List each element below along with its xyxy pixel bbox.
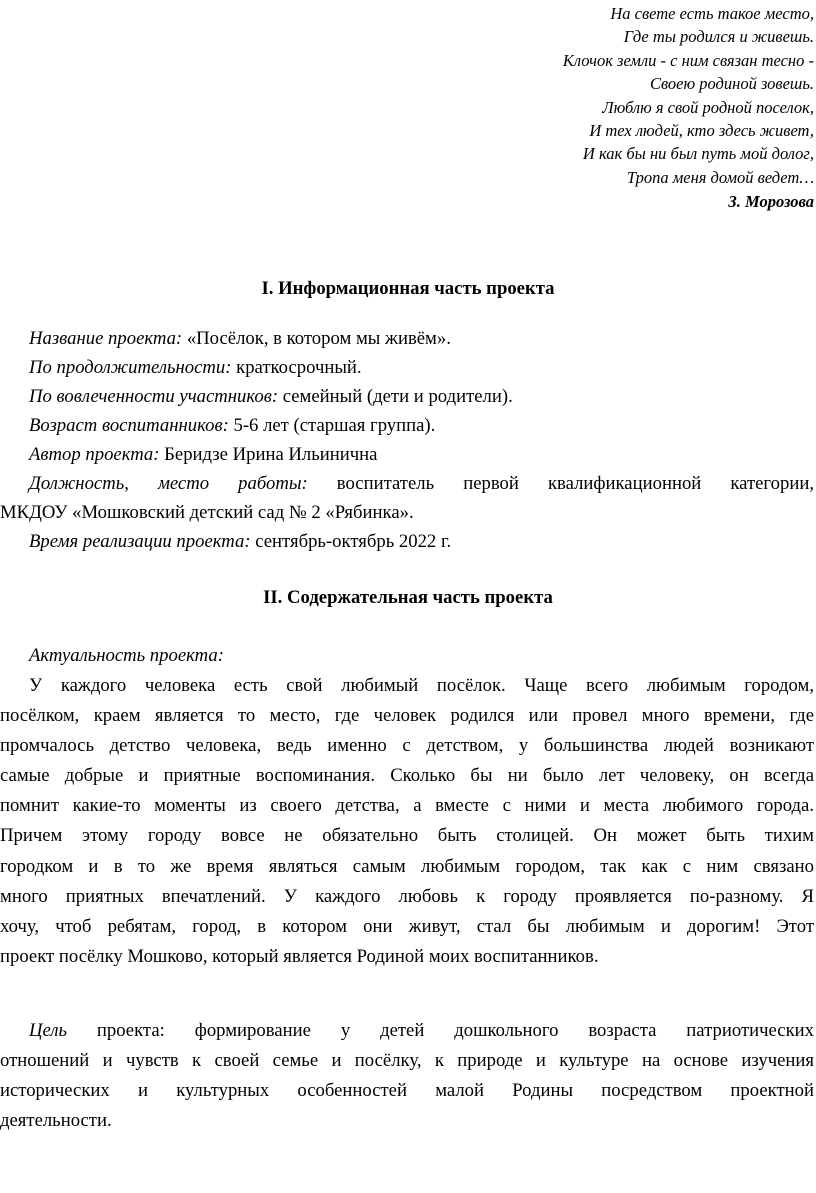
section-2-title: II. Содержательная часть проекта <box>263 587 553 608</box>
paragraph-line: отношений и чувств к своей семье и посёлку, к природе и культуре на основе изучения <box>0 1050 814 1072</box>
relevance-label: Актуальность проекта: <box>29 645 224 666</box>
info-label: По вовлеченности участников: <box>29 386 279 407</box>
paragraph-line: городком и в то же время являться самым любимым городом, так как с ним связано <box>0 855 814 877</box>
relevance-paragraph <box>0 671 814 972</box>
poem-line: На свете есть такое место, <box>610 4 814 23</box>
project-info-list <box>0 324 814 556</box>
info-value: 5-6 лет (старшая группа). <box>228 415 436 436</box>
paragraph-line: исторических и культурных особенностей малой Родины посредством проектной <box>0 1080 814 1102</box>
paragraph-line: помнит какие-то моменты из своего детства, а вместе с ними и места любимого города. <box>0 795 814 817</box>
paragraph-line: деятельности. <box>0 1110 112 1132</box>
info-value: семейный (дети и родители). <box>278 386 513 407</box>
poem-author: З. Морозова <box>728 192 814 212</box>
info-row-author <box>0 440 814 469</box>
info-label: Автор проекта: <box>29 444 160 465</box>
info-value: сентябрь-октябрь 2022 г. <box>250 531 452 552</box>
goal-text: проекта: формирование у детей дошкольного возраста патриотических <box>66 1020 814 1041</box>
goal-paragraph <box>0 1016 814 1136</box>
info-label: Название проекта: <box>29 328 183 349</box>
poem-line: Своею родиной зовешь. <box>649 74 814 94</box>
poem-line: И как бы ни был путь мой долог, <box>582 144 814 164</box>
info-row-duration <box>0 353 814 382</box>
goal-label: Цель <box>29 1020 67 1041</box>
info-label: По продолжительности: <box>29 357 232 378</box>
paragraph-line: промчалось детство человека, ведь именно с детством, у большинства людей возникают <box>0 735 814 757</box>
info-value: Беридзе Ирина Ильинична <box>159 444 378 465</box>
poem-line: Где ты родился и живешь. <box>623 27 814 47</box>
paragraph-line: самые добрые и приятные воспоминания. Сколько бы ни было лет человеку, он всегда <box>0 765 814 787</box>
info-line <box>0 469 814 498</box>
info-row-participants <box>0 382 814 411</box>
info-row-name <box>0 324 814 353</box>
poem-line: Клочок земли - с ним связан тесно - <box>562 50 814 70</box>
info-value-continued: МКДОУ «Мошковский детский сад № 2 «Рябинка». <box>0 502 414 523</box>
poem-line: Люблю я свой родной поселок, <box>602 97 814 117</box>
info-value: воспитатель первой квалификационной категории, <box>307 473 814 494</box>
epigraph-poem <box>214 2 814 214</box>
info-value: «Посёлок, в котором мы живём». <box>182 328 451 349</box>
paragraph-line: посёлком, краем является то место, где человек родился или провел много времени, где <box>0 705 814 727</box>
info-value: краткосрочный. <box>231 357 362 378</box>
info-row-position <box>0 469 814 527</box>
info-row-period <box>0 527 814 556</box>
section-1-title: I. Информационная часть проекта <box>261 278 555 299</box>
info-label: Время реализации проекта: <box>29 531 251 552</box>
info-row-age <box>0 411 814 440</box>
poem-line: Тропа меня домой ведет… <box>626 167 814 187</box>
paragraph-line: хочу, чтоб ребятам, город, в котором они живут, стал бы любимым и дорогим! Этот <box>0 915 814 937</box>
poem-line: И тех людей, кто здесь живет, <box>589 121 814 141</box>
info-label: Должность, место работы: <box>29 473 308 494</box>
paragraph-line: Причем этому городу вовсе не обязательно быть столицей. Он может быть тихим <box>0 825 814 847</box>
paragraph-line: проект посёлку Мошково, который является Родиной моих воспитанников. <box>0 945 599 967</box>
info-label: Возраст воспитанников: <box>29 415 229 436</box>
paragraph-line: много приятных впечатлений. У каждого любовь к городу проявляется по-разному. Я <box>0 885 814 907</box>
paragraph-line <box>0 1016 814 1046</box>
paragraph-line: У каждого человека есть свой любимый посёлок. Чаще всего любимым городом, <box>29 675 814 696</box>
